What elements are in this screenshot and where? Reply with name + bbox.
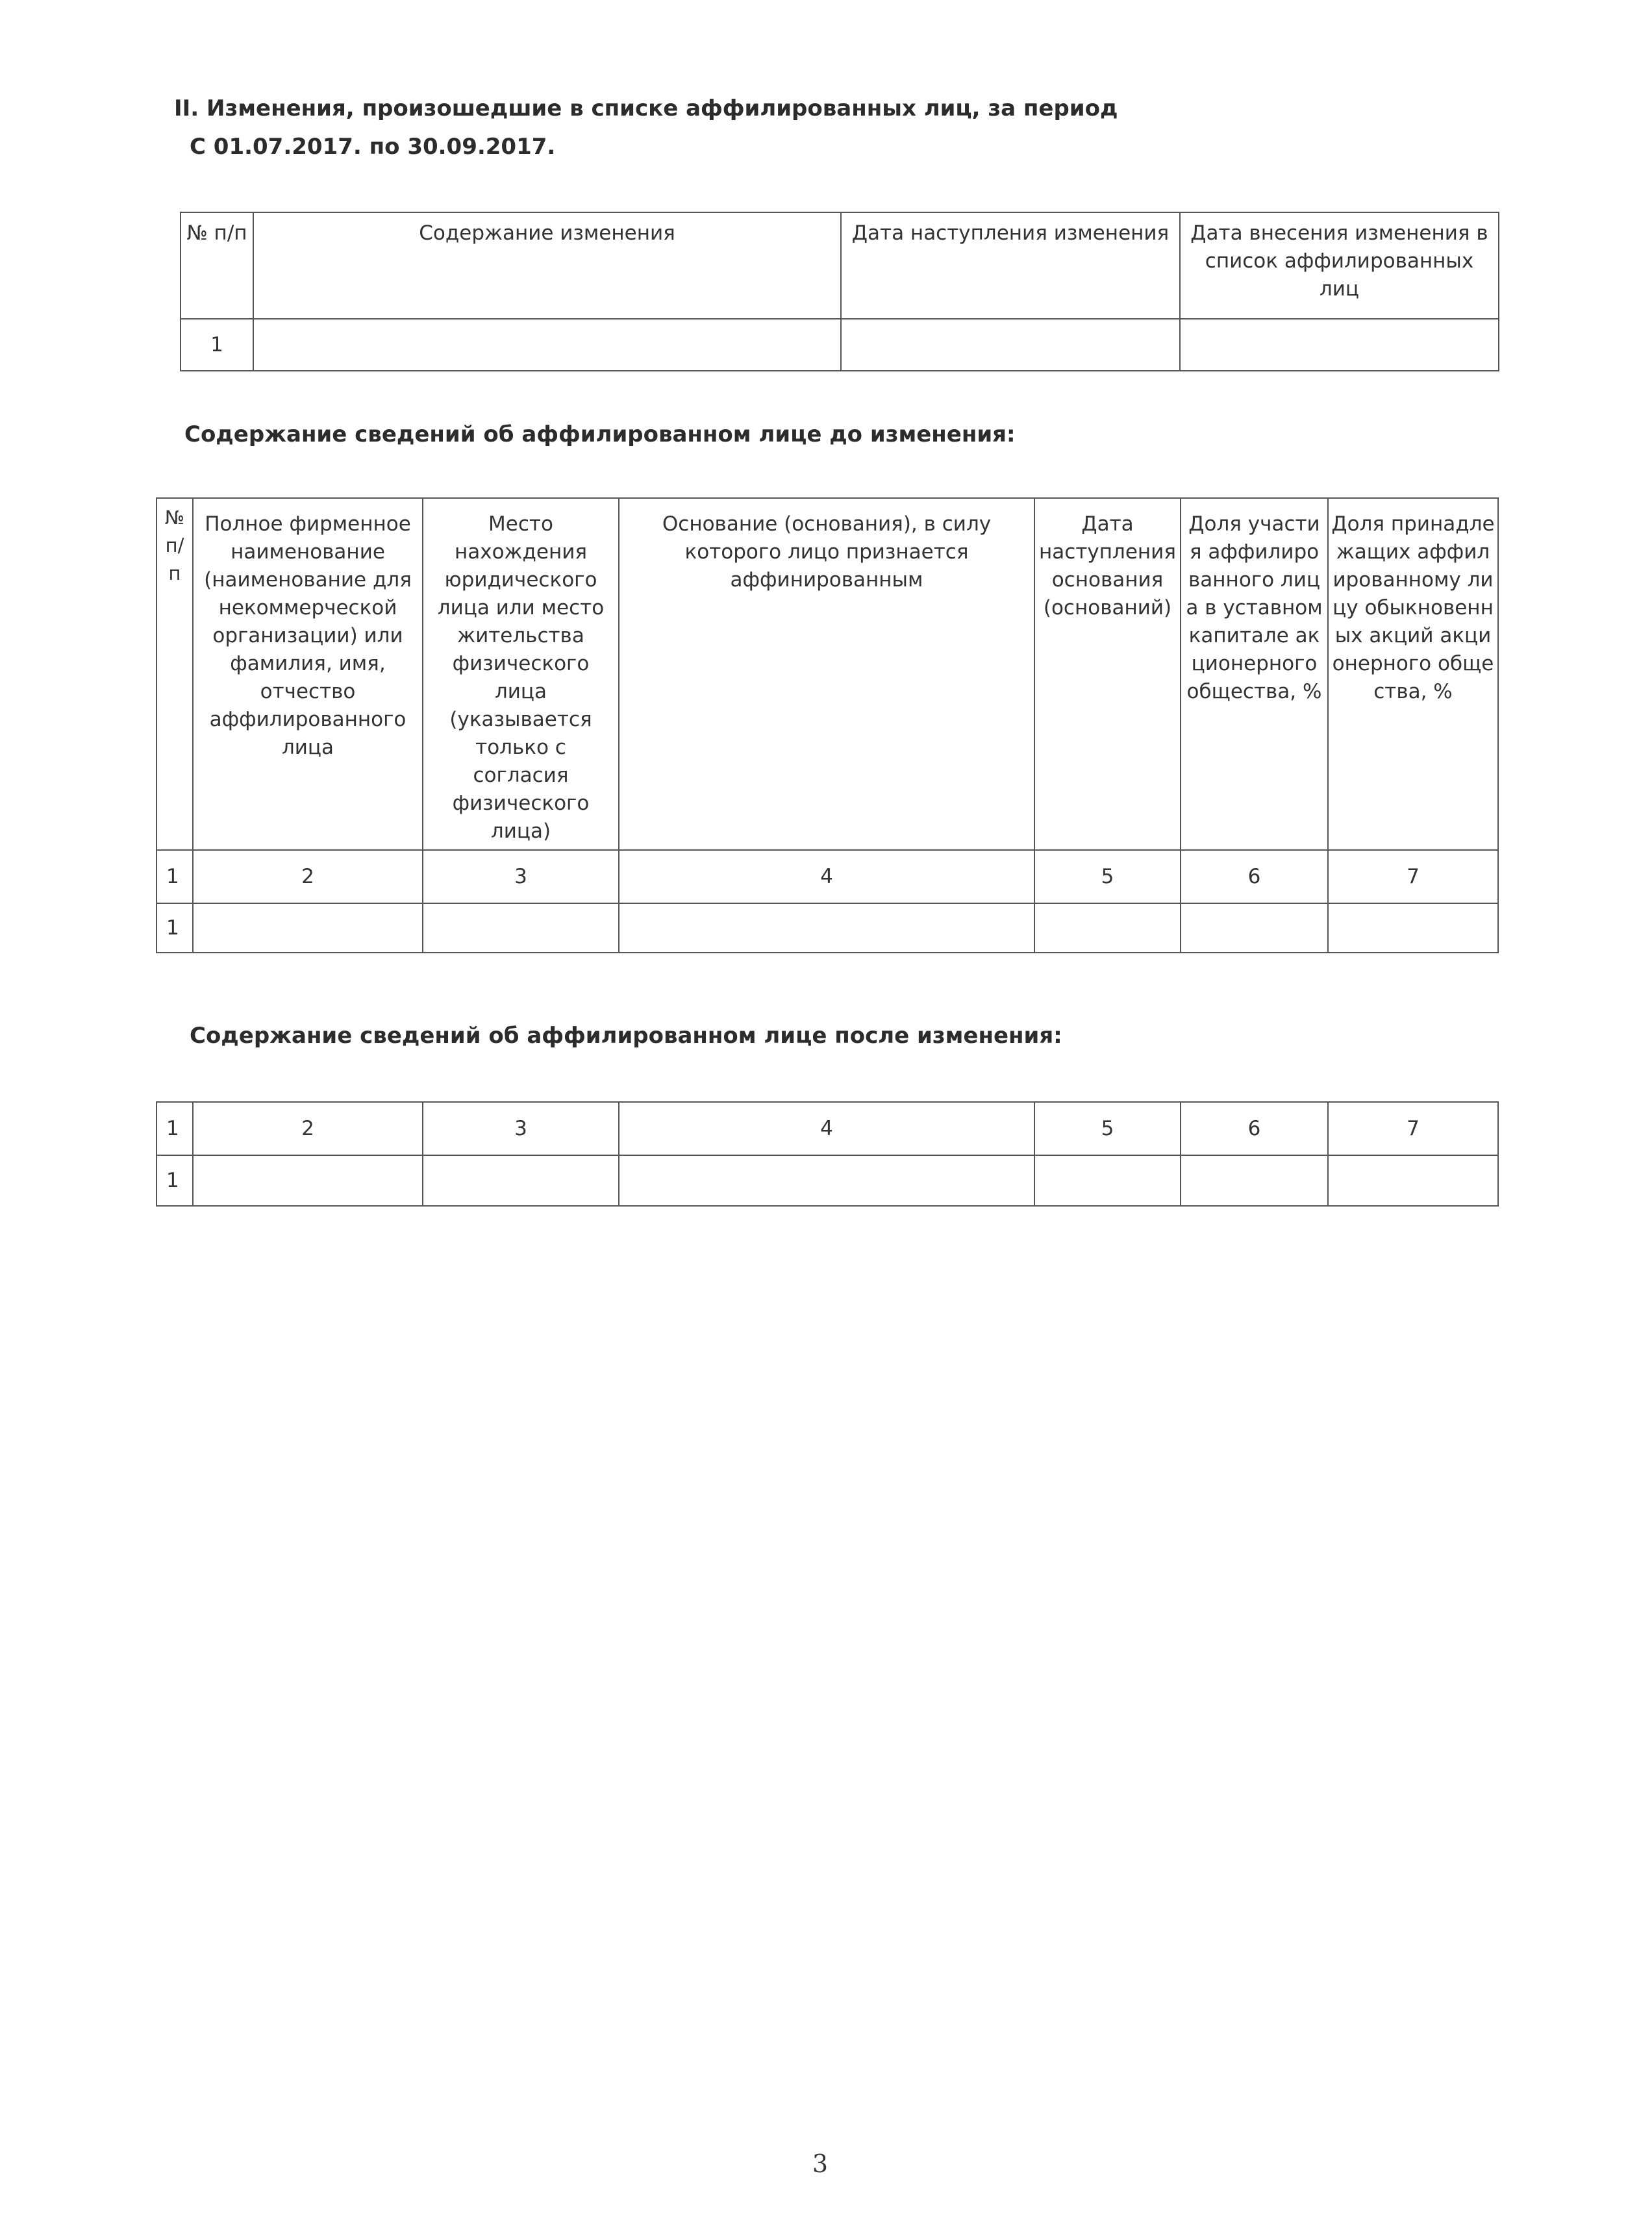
table-cell	[1181, 903, 1328, 953]
page-number: 3	[812, 2149, 829, 2178]
header-cell: Доля принадлежащих аффилированному лицу обыкновенных акций акционерного общества, %	[1328, 498, 1498, 850]
table-cell: 1	[156, 903, 193, 953]
table-cell: 7	[1328, 1102, 1498, 1155]
table-cell: 2	[193, 850, 423, 903]
table-cell: 5	[1034, 1102, 1181, 1155]
table-cell	[619, 1155, 1034, 1206]
table-header-row	[181, 212, 1499, 319]
table-cell: 3	[423, 1102, 619, 1155]
table-cell: 1	[181, 319, 253, 371]
table-cell	[423, 1155, 619, 1206]
table-cell	[1181, 1155, 1328, 1206]
header-cell: Дата наступления изменения	[841, 212, 1180, 319]
table-cell: 1	[156, 1155, 193, 1206]
table-cell	[253, 319, 841, 371]
table-row	[156, 1155, 1498, 1206]
column-number-row	[156, 850, 1498, 903]
table-cell: 6	[1181, 850, 1328, 903]
table-cell: 4	[619, 850, 1034, 903]
table-cell	[423, 903, 619, 953]
table-cell: 4	[619, 1102, 1034, 1155]
table-cell	[1034, 1155, 1181, 1206]
table-cell: 5	[1034, 850, 1181, 903]
table-cell: 1	[156, 1102, 193, 1155]
table-header-row	[156, 498, 1498, 850]
header-cell: № п/ п	[156, 498, 193, 850]
section-title-period: С 01.07.2017. по 30.09.2017.	[190, 134, 556, 160]
table-cell	[193, 903, 423, 953]
table-cell	[1034, 903, 1181, 953]
table-cell: 7	[1328, 850, 1498, 903]
table-cell: 3	[423, 850, 619, 903]
table-row	[156, 903, 1498, 953]
header-cell: Содержание изменения	[253, 212, 841, 319]
table-cell	[1180, 319, 1499, 371]
header-cell: Дата наступления основания (оснований)	[1034, 498, 1181, 850]
table-cell: 1	[156, 850, 193, 903]
table-cell	[619, 903, 1034, 953]
before-change-table	[156, 497, 1499, 953]
table-cell	[1328, 1155, 1498, 1206]
column-number-row	[156, 1102, 1498, 1155]
table-cell: 6	[1181, 1102, 1328, 1155]
header-cell: № п/п	[181, 212, 253, 319]
table-cell	[841, 319, 1180, 371]
table-cell	[1328, 903, 1498, 953]
section-title-line1: II. Изменения, произошедшие в списке аффилированных лиц, за период	[174, 95, 1118, 121]
table-row	[181, 319, 1499, 371]
before-change-heading: Содержание сведений об аффилированном лице до изменения:	[184, 421, 1016, 447]
table-cell	[193, 1155, 423, 1206]
header-cell: Полное фирменное наименование (наименование для некоммерческой организации) или фамилия, имя, отчество аффилированного лица	[193, 498, 423, 850]
after-change-table	[156, 1101, 1499, 1207]
header-cell: Место нахождения юридического лица или место жительства физического лица (указывается только с согласия физического лица)	[423, 498, 619, 850]
table-cell: 2	[193, 1102, 423, 1155]
changes-table	[180, 212, 1499, 371]
header-cell: Доля участия аффилированного лица в уставном капитале акционерного общества, %	[1181, 498, 1328, 850]
header-cell: Основание (основания), в силу которого лицо признается аффинированным	[619, 498, 1034, 850]
after-change-heading: Содержание сведений об аффилированном лице после изменения:	[190, 1023, 1062, 1049]
header-cell: Дата внесения изменения в список аффилированных лиц	[1180, 212, 1499, 319]
